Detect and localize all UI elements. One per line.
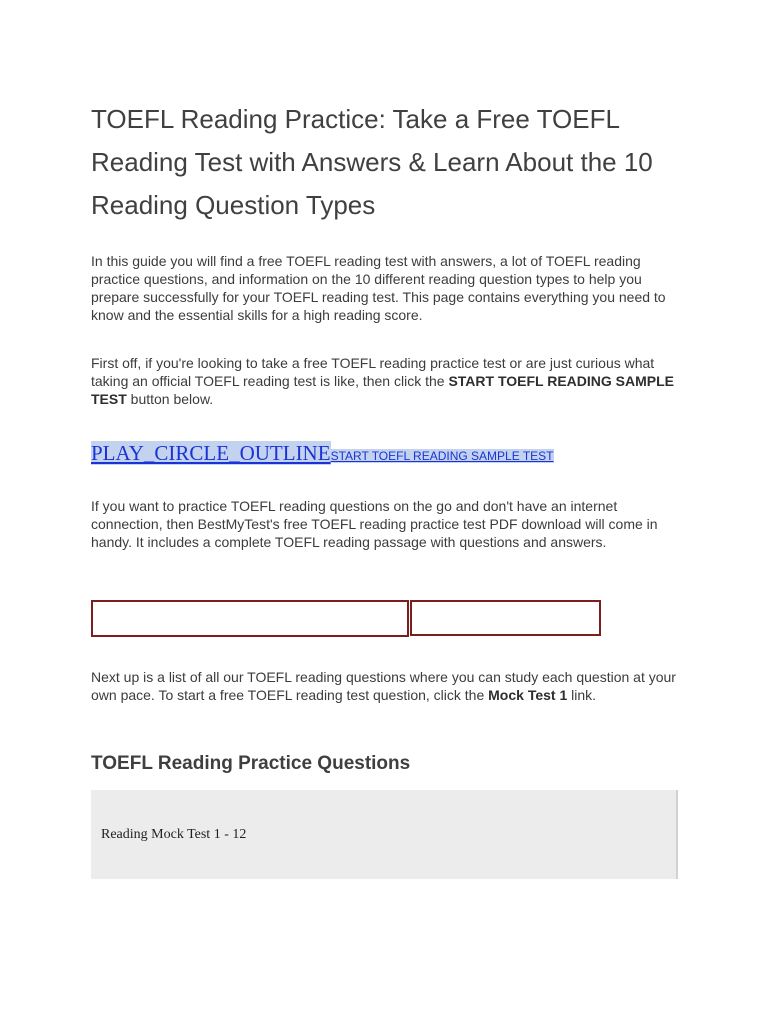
sample-test-paragraph	[91, 354, 681, 408]
pdf-paragraph: If you want to practice TOEFL reading questions on the go and don't have an internet connection, then BestMyTest's free TOEFL reading practice test PDF download will come in handy. It includes a complete TOEFL reading passage with questions and answers.	[91, 498, 658, 550]
play-circle-outline-icon[interactable]: PLAY_CIRCLE_OUTLINE	[91, 441, 331, 465]
questions-list-text-end: link.	[567, 687, 597, 703]
sample-test-text-end: button below.	[126, 391, 214, 407]
list-item[interactable]: Reading Mock Test 1 - 12	[101, 827, 247, 842]
sample-test-text: First off, if you're looking to take a free TOEFL reading practice test or are just curious what taking an official TOEFL reading test is like, then click the	[91, 355, 655, 389]
questions-list-text: Next up is a list of all our TOEFL reading questions where you can study each question at your own pace. To start a free TOEFL reading test question, click the	[91, 669, 676, 703]
pdf-secondary-button[interactable]	[410, 600, 601, 636]
section-heading: TOEFL Reading Practice Questions	[91, 753, 411, 774]
start-sample-test-link[interactable]: START TOEFL READING SAMPLE TEST	[330, 449, 554, 463]
pdf-download-button[interactable]	[91, 600, 409, 637]
start-sample-test-link-row	[91, 440, 554, 466]
sample-test-bold: START TOEFL READING SAMPLE TEST	[91, 373, 675, 407]
questions-list-paragraph	[91, 668, 681, 704]
mock-test-bold: Mock Test 1	[488, 687, 568, 703]
intro-paragraph: In this guide you will find a free TOEFL reading test with answers, a lot of TOEFL reading practice questions, and information on the 10 different reading question types to help you prepare successfully for your TOEFL reading test. This page contains everything you need to know and the essential skills for a high reading score.	[91, 253, 666, 323]
page-title: TOEFL Reading Practice: Take a Free TOEFL Reading Test with Answers & Learn About the 10 Reading Question Types	[91, 104, 653, 220]
mock-test-list	[91, 790, 678, 879]
